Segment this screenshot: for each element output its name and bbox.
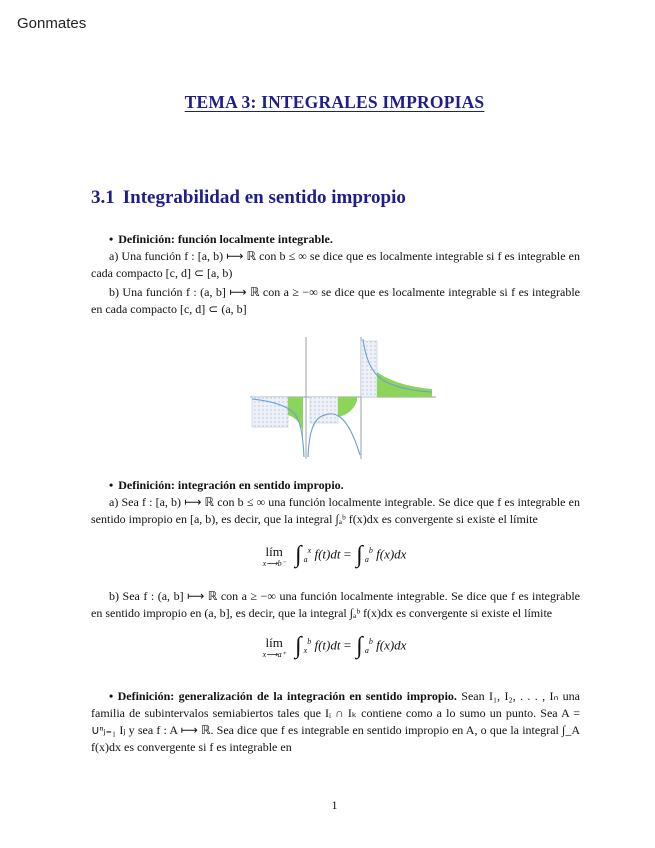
limit-operator: lím x⟶a⁺ (262, 634, 286, 659)
definition-improper-integration (91, 477, 580, 528)
bullet-icon: • (109, 689, 114, 703)
hatched-region-middle (310, 397, 338, 423)
section-title (91, 187, 406, 209)
section-number: 3.1 (91, 187, 115, 208)
definition-heading (91, 477, 580, 494)
definition-improper-integration-b (91, 588, 580, 622)
hatched-region-right (361, 341, 377, 397)
bullet-icon: • (109, 478, 114, 492)
definition-heading (91, 231, 580, 248)
limit-equation-b: lím x⟶a⁺ ∫ $_x^b$ f(t)dt = ∫ $_a^b$ f(x)dx (262, 633, 407, 659)
section-title-text: Integrabilidad en sentido impropio (122, 187, 406, 208)
bullet-icon: • (109, 232, 114, 246)
integral-sign-icon: ∫ (356, 542, 363, 568)
definition-generalization (91, 688, 580, 756)
definition-body: Sean I₁, I₂, . . . , Iₙ una familia de subintervalos semiabiertos tales que Iᵢ ∩ Iₖ contiene como a lo sumo un punto. Sea A = ∪ⁿⱼ₌₁ Iⱼ y sea f : A ⟼ ℝ. Sea dice que f es integrable en sentido impropio en A, o que la integral ∫_A f(x)dx es convergente si f es integrable en (91, 689, 581, 754)
equals-sign: = (343, 546, 352, 562)
definition-paragraph (91, 688, 580, 756)
integral-sign-icon: ∫ (295, 542, 302, 568)
integrand-lhs: f(t)dt (314, 637, 341, 653)
limit-equation-a: lím x⟶b⁻ ∫ $_a^x$ f(t)dt = ∫ $_a^b$ f(x)dx (262, 542, 407, 568)
definition-heading-text: Definición: generalización de la integración en sentido impropio. (117, 689, 457, 703)
equals-sign: = (343, 637, 352, 653)
improper-integral-figure (250, 337, 436, 459)
definition-part-a: a) Sea f : [a, b) ⟼ ℝ con b ≤ ∞ una función localmente integrable. Se dice que f es integrable en sentido impropio en [a, b), es decir, que la integral ∫ₐᵇ f(x)dx es convergente si existe el límite (91, 495, 580, 526)
definition-heading-text: Definición: función localmente integrable. (118, 232, 333, 246)
document-title: TEMA 3: INTEGRALES IMPROPIAS (184, 92, 485, 112)
green-area-right (377, 372, 432, 397)
integral-sign-icon: ∫ (356, 633, 363, 659)
integrand-lhs: f(t)dt (314, 546, 341, 562)
definition-part-b: b) Una función f : (a, b] ⟼ ℝ con a ≥ −∞ se dice que es localmente integrable si f es integrable en cada compacto [c, d] ⊂ (a, b] (91, 285, 580, 316)
integrand-rhs: f(x)dx (376, 546, 407, 562)
definition-part-b: b) Sea f : (a, b] ⟼ ℝ con a ≥ −∞ una función localmente integrable. Se dice que f es integrable en sentido impropio en (a, b], es decir, que la integral ∫ₐᵇ f(x)dx es convergente si existe el límite (91, 589, 580, 620)
limit-operator: lím x⟶b⁻ (262, 543, 286, 568)
page-number: 1 (331, 798, 338, 812)
definition-local-integrable (91, 231, 580, 318)
integral-sign-icon: ∫ (295, 633, 302, 659)
watermark: Gonmates (17, 15, 87, 32)
definition-part-a: a) Una función f : [a, b) ⟼ ℝ con b ≤ ∞ se dice que es localmente integrable si f es integrable en cada compacto [c, d] ⊂ [a, b) (91, 249, 580, 280)
integrand-rhs: f(x)dx (376, 637, 407, 653)
green-area-middle (338, 397, 357, 417)
definition-heading-text: Definición: integración en sentido impropio. (118, 478, 344, 492)
green-area-left (288, 397, 303, 447)
